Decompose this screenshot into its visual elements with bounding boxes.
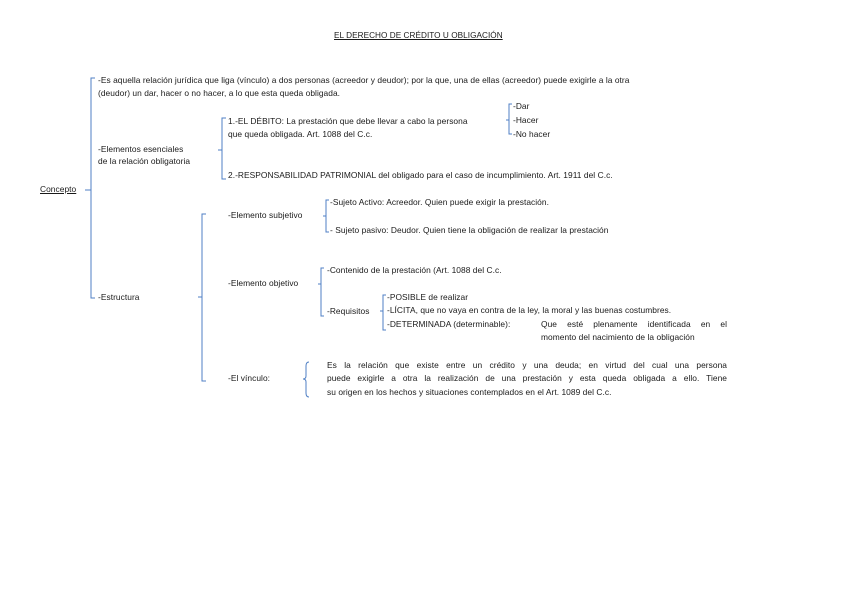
requisito-determinada-label: -DETERMINADA (determinable):	[387, 319, 511, 329]
subjetivo-bracket	[323, 200, 329, 232]
vinculo-label: -El vínculo:	[228, 373, 271, 383]
objetivo-label: -Elemento objetivo	[228, 278, 299, 288]
requisitos-bracket	[380, 295, 386, 330]
responsabilidad-text: 2.-RESPONSABILIDAD PATRIMONIAL del obligado para el caso de incumplimiento. Art. 1911 del C.c.	[228, 170, 613, 180]
elementos-label-line-1: -Elementos esenciales	[98, 144, 184, 154]
debito-line-1: 1.-EL DÉBITO: La prestación que debe llevar a cabo la persona	[228, 116, 468, 126]
debito-option-no-hacer: -No hacer	[513, 129, 551, 139]
objetivo-bracket	[318, 268, 324, 316]
root-label-concepto: Concepto	[40, 184, 77, 194]
vinculo-line-2: puede exigirle a otra la realización de una prestación y esta queda obligada a ello. Tiene	[327, 373, 727, 383]
sujeto-pasivo-text: - Sujeto pasivo: Deudor. Quien tiene la obligación de realizar la prestación	[330, 225, 609, 235]
debito-line-2: que queda obligada. Art. 1088 del C.c.	[228, 129, 373, 139]
root-bracket	[85, 78, 95, 298]
requisito-licita: -LÍCITA, que no vaya en contra de la ley, la moral y las buenas costumbres.	[387, 305, 672, 315]
debito-options-bracket	[506, 104, 512, 134]
definition-line-1: -Es aquella relación jurídica que liga (vínculo) a dos personas (acreedor y deudor); por la que, una de ellas (acreedor) puede exigirle a la otra	[98, 75, 630, 85]
debito-option-dar: -Dar	[513, 101, 530, 111]
vinculo-line-1: Es la relación que existe entre un crédito y una deuda; en virtud del cual una persona	[327, 360, 727, 370]
estructura-label: -Estructura	[98, 292, 140, 302]
elementos-bracket	[218, 118, 226, 179]
sujeto-activo-text: -Sujeto Activo: Acreedor. Quien puede exigir la prestación.	[330, 197, 549, 207]
subjetivo-label: -Elemento subjetivo	[228, 210, 303, 220]
requisito-determinada-line-2: momento del nacimiento de la obligación	[541, 332, 695, 342]
page-title: EL DERECHO DE CRÉDITO U OBLIGACIÓN	[334, 31, 503, 40]
debito-option-hacer: -Hacer	[513, 115, 539, 125]
definition-line-2: (deudor) un dar, hacer o no hacer, a lo que esta queda obligada.	[98, 88, 341, 98]
requisito-determinada-line-1: Que esté plenamente identificada en el	[541, 319, 727, 329]
requisitos-label: -Requisitos	[327, 306, 370, 316]
estructura-bracket	[198, 214, 206, 381]
vinculo-bracket	[303, 362, 309, 397]
elementos-label-line-2: de la relación obligatoria	[98, 156, 191, 166]
contenido-text: -Contenido de la prestación (Art. 1088 del C.c.	[327, 265, 502, 275]
vinculo-line-3: su origen en los hechos y situaciones contemplados en el Art. 1089 del C.c.	[327, 387, 612, 397]
requisito-posible: -POSIBLE de realizar	[387, 292, 469, 302]
